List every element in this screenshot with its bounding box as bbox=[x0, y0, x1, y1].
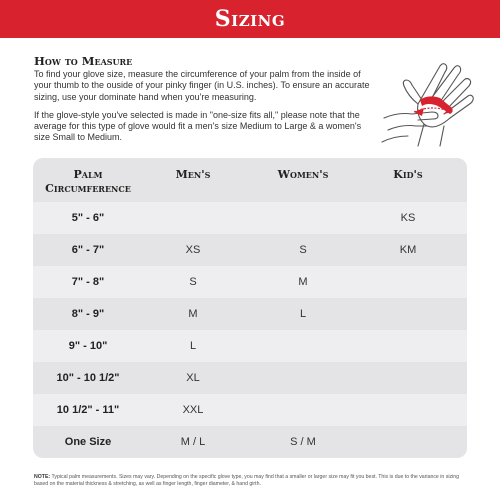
palm-cell: 10 1/2" - 11" bbox=[56, 404, 120, 416]
kids-cell bbox=[363, 266, 453, 298]
kids-cell bbox=[363, 394, 453, 426]
sizing-banner bbox=[0, 0, 500, 38]
mens-cell: XL bbox=[186, 372, 200, 384]
womens-cell: M bbox=[298, 276, 308, 288]
palm-cell: 9" - 10" bbox=[68, 340, 108, 352]
sizing-table bbox=[33, 158, 467, 458]
table-row bbox=[33, 362, 467, 394]
table-row bbox=[33, 202, 467, 234]
mens-cell: XXL bbox=[182, 404, 204, 416]
mens-cell: M bbox=[188, 308, 198, 320]
table-row bbox=[33, 298, 467, 330]
banner-title: Sizing bbox=[214, 6, 286, 32]
footnote bbox=[34, 474, 466, 488]
womens-cell bbox=[258, 362, 348, 394]
table-row bbox=[33, 394, 467, 426]
mens-cell: XS bbox=[185, 244, 201, 256]
header-mens: Men's bbox=[175, 168, 211, 181]
table-row bbox=[33, 426, 467, 458]
one-size-note: If the glove-style you've selected is made in "one-size fits all," please note that the average for this type of glove would fit a men's size Medium to Large & a women's size Small to Medium. bbox=[34, 109, 362, 143]
kids-cell bbox=[363, 330, 453, 362]
kids-cell bbox=[363, 298, 453, 330]
palm-cell: 8" - 9" bbox=[71, 308, 105, 320]
measure-instructions: To find your glove size, measure the circumference of your palm from the inside of your thumb to the ouside of your pinky finger (in U.S. inches). To ensure an accurate sizing, use your dominate hand when you're measuring. bbox=[34, 69, 370, 102]
kids-cell bbox=[363, 426, 453, 458]
header-womens: Women's bbox=[277, 168, 329, 181]
mens-cell bbox=[153, 202, 233, 234]
table-header bbox=[33, 158, 467, 202]
kids-cell: KM bbox=[399, 244, 417, 256]
palm-cell: 6" - 7" bbox=[71, 244, 105, 256]
mens-cell: S bbox=[189, 276, 197, 288]
header-kids: Kid's bbox=[393, 168, 423, 181]
mens-cell: M / L bbox=[180, 436, 206, 448]
womens-cell bbox=[258, 202, 348, 234]
womens-cell bbox=[258, 394, 348, 426]
palm-cell: 10" - 10 1/2" bbox=[56, 372, 120, 384]
note-text: Typical palm measurements. Sizes may vary. Depending on the specific glove type, you may find that a smaller or larger size may fit you best. This is due to the variance in sizing based on the material thickness & stretching, as well as finger length, finger diameter, & hand girth. bbox=[34, 474, 460, 487]
table-row bbox=[33, 330, 467, 362]
womens-cell bbox=[258, 330, 348, 362]
womens-cell: L bbox=[299, 308, 307, 320]
kids-cell bbox=[363, 362, 453, 394]
note-label: NOTE: bbox=[34, 474, 51, 480]
kids-cell: KS bbox=[400, 212, 416, 224]
table-row bbox=[33, 266, 467, 298]
header-palm-circumference: Palm Circumference bbox=[45, 168, 131, 195]
hand-measuring-icon bbox=[378, 52, 488, 148]
womens-cell: S / M bbox=[290, 436, 316, 448]
mens-cell: L bbox=[189, 340, 197, 352]
how-to-measure-section bbox=[34, 54, 379, 151]
womens-cell: S bbox=[299, 244, 307, 256]
palm-cell: 7" - 8" bbox=[71, 276, 105, 288]
table-row bbox=[33, 234, 467, 266]
palm-cell: One Size bbox=[64, 436, 112, 448]
palm-cell: 5" - 6" bbox=[71, 212, 105, 224]
how-to-measure-heading: How to Measure bbox=[34, 54, 133, 68]
